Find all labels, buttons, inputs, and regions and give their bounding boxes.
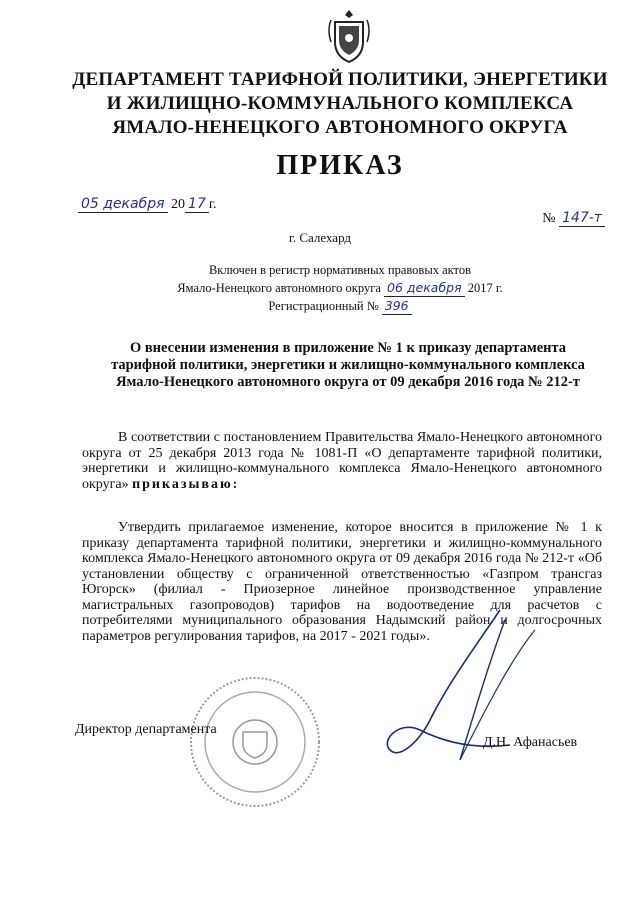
signatory-position: Директор департамента [75, 722, 217, 737]
preamble-text: В соответствии с постановлением Правительства Ямало-Ненецкого автономного округа от 25 декабря 2013 года № 1081-П «О департаменте тарифной политики, энергетики и жилищно-коммунального комплекса Ямало-Ненецкого автономного округа» [82, 430, 602, 492]
subject-line: Ямало-Ненецкого автономного округа от 09 декабря 2016 года № 212-т [116, 374, 580, 390]
registration-number-label: Регистрационный № [268, 299, 379, 313]
order-paragraph: Утвердить прилагаемое изменение, которое вносится в приложение № 1 к приказу департамента тарифной политики, энергетики и жилищно-коммунального комплекса Ямало-Ненецкого автономного округа от 09 декабря 2016 года № 212-т «Об установлении обществу с ограниченной ответственностью «Газпром трансгаз Югорск» (филиал - Приозерное линейное производственное управление магистральных газопроводов) тарифов на водоотведение для расчетов с потребителями муниципального образования Надымский район и долгосрочных параметров регулирования тарифов, на 2017 - 2021 годы». [82, 520, 602, 644]
order-subject [88, 340, 608, 391]
order-verb: приказываю: [132, 476, 240, 492]
registration-line [140, 297, 540, 315]
header-line: И ЖИЛИЩНО-КОММУНАЛЬНОГО КОМПЛЕКСА [106, 93, 574, 114]
registration-year: 2017 г. [467, 281, 503, 295]
order-number [542, 210, 605, 227]
registration-number: 396 [382, 297, 412, 315]
year-suffix: г. [208, 197, 217, 212]
handwritten-year: 17 [185, 196, 209, 213]
registration-line [140, 279, 540, 297]
preamble-paragraph [82, 430, 602, 492]
city: г. Салехард [288, 230, 352, 245]
department-header [70, 68, 610, 140]
registration-line: Включен в регистр нормативных правовых актов [208, 263, 472, 277]
document-title: ПРИКАЗ [276, 150, 404, 181]
header-line: ЯМАЛО-НЕНЕЦКОГО АВТОНОМНОГО ОКРУГА [112, 117, 568, 138]
registration-date: 06 декабря [384, 279, 465, 297]
coat-of-arms-icon [325, 8, 373, 66]
official-seal [185, 672, 325, 812]
handwritten-number: 147-т [559, 210, 605, 227]
order-date [78, 196, 217, 213]
year-prefix: 20 [171, 197, 186, 212]
number-label: № [542, 211, 556, 226]
header-line: ДЕПАРТАМЕНТ ТАРИФНОЙ ПОЛИТИКИ, ЭНЕРГЕТИКИ [72, 69, 608, 90]
subject-line: тарифной политики, энергетики и жилищно-коммунального комплекса [111, 357, 585, 373]
handwritten-day-month: 05 декабря [78, 196, 168, 213]
registration-region: Ямало-Ненецкого автономного округа [177, 281, 381, 295]
registration-stamp [140, 262, 540, 315]
signatory-name: Д.Н. Афанасьев [483, 735, 578, 750]
subject-line: О внесении изменения в приложение № 1 к приказу департамента [129, 340, 567, 356]
